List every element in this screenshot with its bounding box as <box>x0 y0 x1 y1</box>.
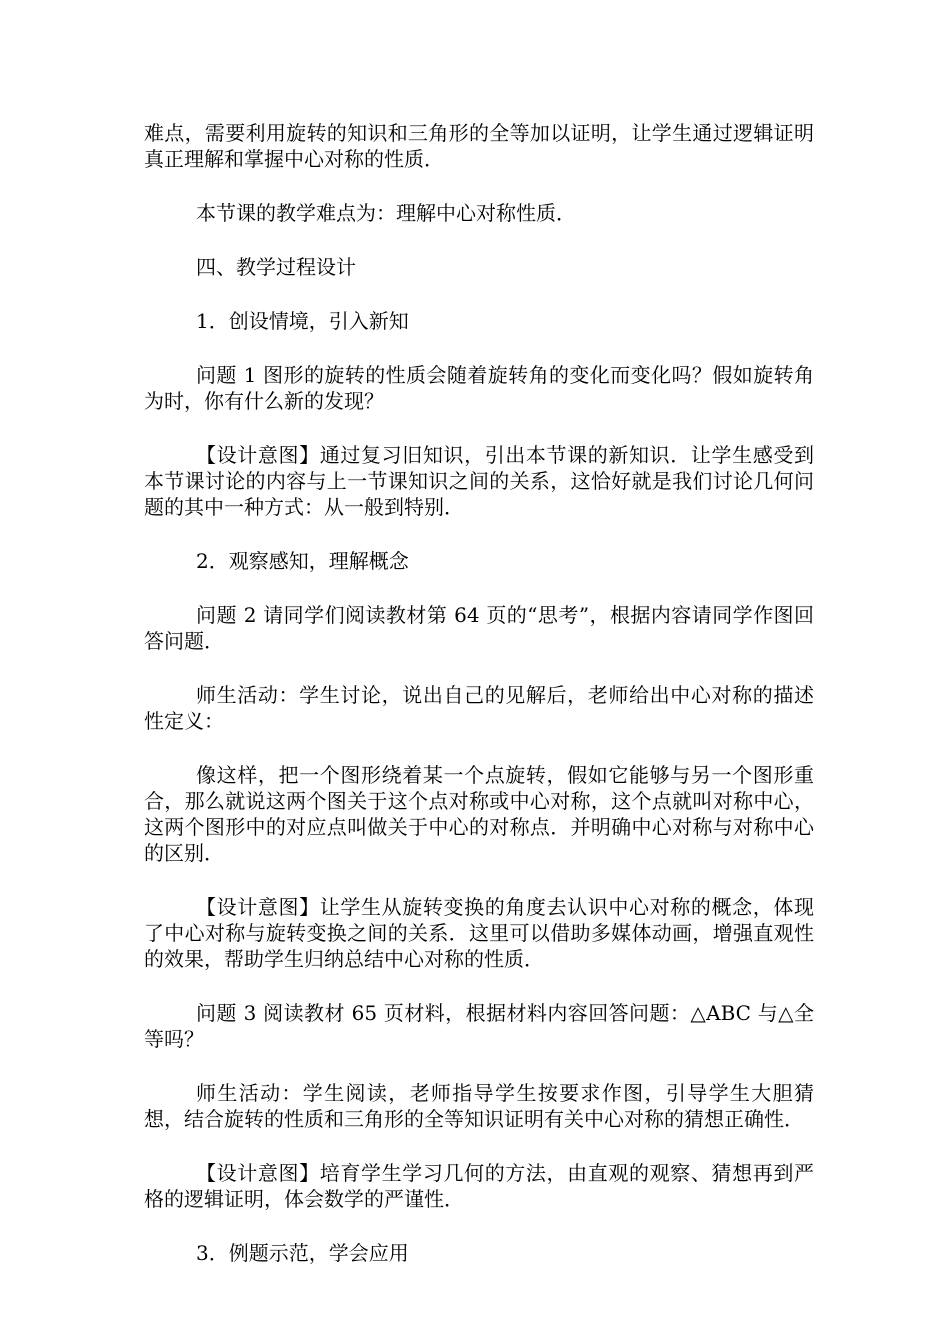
paragraph-definition: 像这样，把一个图形绕着某一个点旋转，假如它能够与另一个图形重合，那么就说这两个图关于这个点对称或中心对称，这个点就叫对称中心，这两个图形中的对应点叫做关于中心的对称点．并明确中心对称与对称中心的区别． <box>144 763 814 865</box>
paragraph-teacher-student-activity-1: 师生活动：学生讨论，说出自己的见解后，老师给出中心对称的描述性定义： <box>144 683 814 733</box>
paragraph-question-2: 问题 2 请同学们阅读教材第 64 页的“思考”，根据内容请同学作图回答问题． <box>144 603 814 653</box>
section-heading-teaching-process: 四、教学过程设计 <box>196 255 356 279</box>
subheading-create-situation: 1．创设情境，引入新知 <box>196 309 409 333</box>
document-body <box>144 120 814 1294</box>
paragraph-design-intent-2: 【设计意图】让学生从旋转变换的角度去认识中心对称的概念，体现了中心对称与旋转变换之间的关系．这里可以借助多媒体动画，增强直观性的效果，帮助学生归纳总结中心对称的性质． <box>144 895 814 971</box>
subheading-example-demonstration: 3．例题示范，学会应用 <box>196 1241 409 1265</box>
paragraph-question-3: 问题 3 阅读教材 65 页材料，根据材料内容回答问题：△ABC 与△全等吗？ <box>144 1001 814 1051</box>
paragraph-question-1: 问题 1 图形的旋转的性质会随着旋转角的变化而变化吗？假如旋转角为时，你有什么新的发现？ <box>144 363 814 413</box>
paragraph-design-intent-1: 【设计意图】通过复习旧知识，引出本节课的新知识．让学生感受到本节课讨论的内容与上一节课知识之间的关系，这恰好就是我们讨论几何问题的其中一种方式：从一般到特别． <box>144 443 814 519</box>
subheading-observe-understand: 2．观察感知，理解概念 <box>196 549 409 573</box>
paragraph-teacher-student-activity-2: 师生活动：学生阅读，老师指导学生按要求作图，引导学生大胆猜想，结合旋转的性质和三角形的全等知识证明有关中心对称的猜想正确性． <box>144 1081 814 1131</box>
paragraph-difficulty-continuation: 难点，需要利用旋转的知识和三角形的全等加以证明，让学生通过逻辑证明真正理解和掌握中心对称的性质． <box>144 121 814 171</box>
paragraph-teaching-difficulty: 本节课的教学难点为：理解中心对称性质． <box>196 201 576 225</box>
paragraph-design-intent-3: 【设计意图】培育学生学习几何的方法，由直观的观察、猜想再到严格的逻辑证明，体会数学的严谨性． <box>144 1161 814 1211</box>
